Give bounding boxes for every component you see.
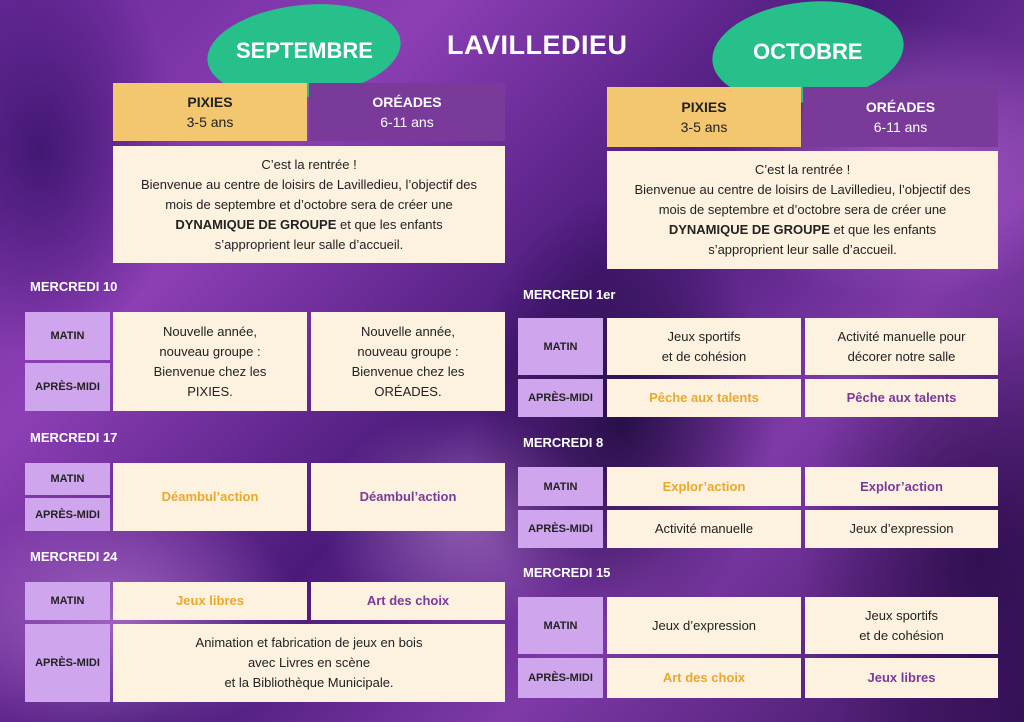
oct-15-afternoon-pixies-cell: Art des choix <box>607 658 801 698</box>
group-name: ORÉADES <box>865 99 936 115</box>
sep-day-10-label: MERCREDI 10 <box>30 279 118 294</box>
cell-line: Bienvenue chez les <box>153 363 267 379</box>
sep-24-morning-oreades-cell: Art des choix <box>311 582 505 620</box>
slot-afternoon: APRÈS-MIDI <box>25 498 110 531</box>
oct-day-8-label: MERCREDI 8 <box>523 435 604 450</box>
oct-15-morning-pixies-cell: Jeux d’expression <box>607 597 801 654</box>
oct-1-morning-pixies-cell <box>607 318 801 375</box>
intro-line: mois de septembre et d’octobre sera de créer une <box>658 202 947 217</box>
intro-line: C’est la rentrée ! <box>754 162 851 177</box>
sep-24-morning-pixies-cell: Jeux libres <box>113 582 307 620</box>
sep-day-17-label: MERCREDI 17 <box>30 430 118 445</box>
intro-line: C’est la rentrée ! <box>261 156 357 172</box>
intro-bold: DYNAMIQUE DE GROUPE <box>175 216 337 232</box>
group-name: ORÉADES <box>372 94 442 110</box>
sep-24-afternoon-cell <box>113 624 505 702</box>
cell-line: décorer notre salle <box>847 348 956 364</box>
month-october-label: OCTOBRE <box>753 39 863 65</box>
sep-10-pixies-cell <box>113 312 307 411</box>
oct-8-morning-pixies-cell: Explor’action <box>607 467 801 506</box>
oct-day-1-label: MERCREDI 1er <box>523 287 616 302</box>
slot-morning: MATIN <box>518 467 603 506</box>
group-age: 6-11 ans <box>873 119 928 135</box>
cell-line: Activité manuelle pour <box>837 328 966 344</box>
sep-10-oreades-cell <box>311 312 505 411</box>
slot-afternoon: APRÈS-MIDI <box>518 510 603 548</box>
intro-line: mois de septembre et d’octobre sera de créer une <box>165 196 453 212</box>
cell-line: avec Livres en scène <box>247 655 371 670</box>
cell-line: Nouvelle année, <box>361 323 455 339</box>
cell-line: PIXIES. <box>187 383 233 399</box>
cell-line: Animation et fabrication de jeux en bois <box>195 635 423 650</box>
sep-day-24-label: MERCREDI 24 <box>30 549 118 564</box>
intro-line <box>669 220 936 240</box>
slot-afternoon: APRÈS-MIDI <box>25 624 110 702</box>
month-september-label: SEPTEMBRE <box>235 38 373 64</box>
cell-line: et de cohésion <box>859 627 944 643</box>
oct-8-morning-oreades-cell: Explor’action <box>805 467 998 506</box>
intro-rest: et que les enfants <box>829 222 937 237</box>
oct-8-afternoon-oreades-cell: Jeux d’expression <box>805 510 998 548</box>
group-age: 6-11 ans <box>380 114 434 130</box>
cell-line: et de cohésion <box>661 348 747 364</box>
cell-line: Nouvelle année, <box>163 323 257 339</box>
sep-17-pixies-cell: Déambul’action <box>113 463 307 531</box>
oct-1-morning-oreades-cell <box>805 318 998 375</box>
slot-afternoon: APRÈS-MIDI <box>25 363 110 411</box>
group-age: 3-5 ans <box>186 114 234 130</box>
intro-line: Bienvenue au centre de loisirs de Lavilledieu, l’objectif des <box>140 176 478 192</box>
oct-8-afternoon-pixies-cell: Activité manuelle <box>607 510 801 548</box>
slot-afternoon: APRÈS-MIDI <box>518 658 603 698</box>
sep-header-oreades <box>309 83 505 141</box>
cell-line: nouveau groupe : <box>159 343 261 359</box>
sep-intro-box <box>113 146 505 263</box>
oct-15-afternoon-oreades-cell: Jeux libres <box>805 658 998 698</box>
slot-morning: MATIN <box>518 318 603 375</box>
sep-17-oreades-cell: Déambul’action <box>311 463 505 531</box>
slot-afternoon: APRÈS-MIDI <box>518 379 603 417</box>
intro-bold: DYNAMIQUE DE GROUPE <box>668 222 830 237</box>
oct-intro-box <box>607 151 998 269</box>
sep-header-pixies <box>113 83 307 141</box>
oct-15-morning-oreades-cell <box>805 597 998 654</box>
slot-morning: MATIN <box>25 582 110 620</box>
cell-line: Jeux sportifs <box>865 607 938 623</box>
intro-line: Bienvenue au centre de loisirs de Lavilledieu, l’objectif des <box>634 182 971 197</box>
slot-morning: MATIN <box>518 597 603 654</box>
intro-line: s’approprient leur salle d’accueil. <box>708 242 897 257</box>
slot-morning: MATIN <box>25 312 110 360</box>
cell-line: ORÉADES. <box>374 383 442 399</box>
intro-line: s’approprient leur salle d’accueil. <box>214 236 404 252</box>
oct-header-oreades <box>803 87 998 147</box>
cell-line: et la Bibliothèque Municipale. <box>224 675 394 690</box>
group-age: 3-5 ans <box>680 119 728 135</box>
group-name: PIXIES <box>187 94 233 110</box>
slot-morning: MATIN <box>25 463 110 495</box>
cell-line: Bienvenue chez les <box>351 363 465 379</box>
page-title: LAVILLEDIEU <box>447 30 628 60</box>
intro-rest: et que les enfants <box>336 216 443 232</box>
cell-line: nouveau groupe : <box>357 343 459 359</box>
oct-1-afternoon-oreades-cell: Pêche aux talents <box>805 379 998 417</box>
cell-line: Jeux sportifs <box>667 328 741 344</box>
oct-header-pixies <box>607 87 801 147</box>
intro-line <box>175 215 442 235</box>
oct-1-afternoon-pixies-cell: Pêche aux talents <box>607 379 801 417</box>
group-name: PIXIES <box>681 99 727 115</box>
oct-day-15-label: MERCREDI 15 <box>523 565 611 580</box>
